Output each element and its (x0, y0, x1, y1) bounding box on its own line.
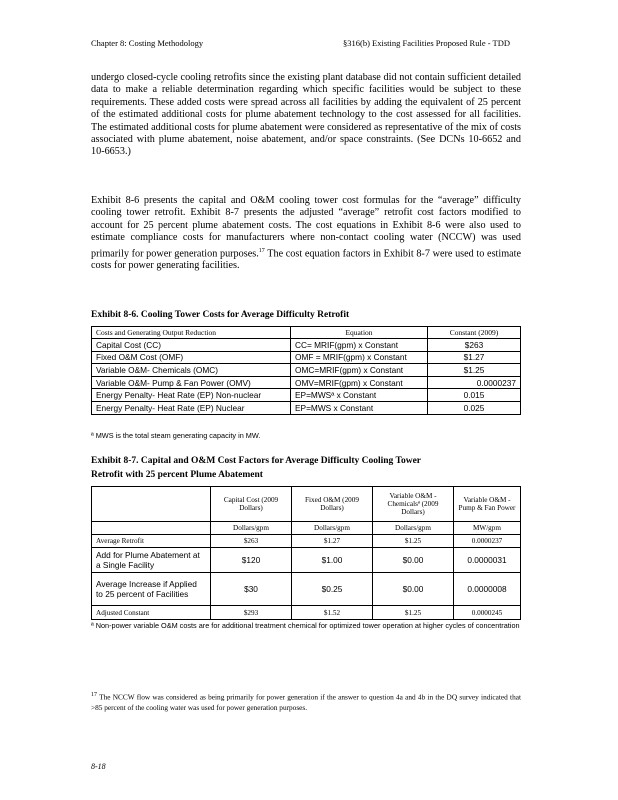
column-header (92, 487, 211, 522)
paragraph-2-tail: The cost equation factors in Exhibit 8-7 were used to estimate costs for power generating facilities. (91, 248, 521, 272)
table-cell (92, 522, 211, 535)
table-cell: 0.0000237 (454, 535, 521, 548)
table-cell: OMV=MRIF(gpm) x Constant (291, 376, 428, 389)
table-cell: $1.52 (292, 606, 373, 620)
table-row (92, 573, 521, 606)
column-header: Variable O&M - Chemicalsª (2009 Dollars) (373, 487, 454, 522)
table-cell: 0.0000031 (454, 548, 521, 573)
column-header: Equation (291, 327, 428, 339)
table-cell: 0.0000245 (454, 606, 521, 620)
table-cell: CC= MRIF(gpm) x Constant (291, 339, 428, 352)
table-header-row (92, 487, 521, 522)
table-cell: $293 (211, 606, 292, 620)
exhibit-8-7-note: ª Non-power variable O&M costs are for additional treatment chemical for optimized tower operation at higher cycles of concentration (91, 621, 520, 630)
column-header: Capital Cost (2009 Dollars) (211, 487, 292, 522)
table-cell: Average Increase if Applied to 25 percent of Facilities (92, 573, 211, 606)
table-row (92, 364, 521, 377)
table-cell: $120 (211, 548, 292, 573)
table-cell: Fixed O&M Cost (OMF) (92, 351, 291, 364)
table-cell: $263 (211, 535, 292, 548)
table-row (92, 376, 521, 389)
table-cell: OMF = MRIF(gpm) x Constant (291, 351, 428, 364)
table-cell: $1.25 (428, 364, 521, 377)
table-cell: 0.0000237 (428, 376, 521, 389)
table-cell: 0.025 (428, 401, 521, 414)
table-cell: Capital Cost (CC) (92, 339, 291, 352)
table-row (92, 389, 521, 402)
running-header-right: §316(b) Existing Facilities Proposed Rule - TDD (343, 38, 510, 48)
table-cell: $1.00 (292, 548, 373, 573)
table-cell: Dollars/gpm (211, 522, 292, 535)
table-cell: $0.00 (373, 548, 454, 573)
table-cell: $1.25 (373, 606, 454, 620)
table-cell: Dollars/gpm (292, 522, 373, 535)
table-row (92, 401, 521, 414)
table-cell: EP=MWS x Constant (291, 401, 428, 414)
exhibit-8-6-table (91, 326, 521, 415)
page-number: 8-18 (91, 762, 106, 771)
table-cell: $1.27 (292, 535, 373, 548)
column-header: Variable O&M - Pump & Fan Power (454, 487, 521, 522)
body-paragraph-2 (91, 195, 521, 273)
table-row (92, 606, 521, 620)
table-cell: $263 (428, 339, 521, 352)
column-header: Constant (2009) (428, 327, 521, 339)
table-cell: $30 (211, 573, 292, 606)
units-row (92, 522, 521, 535)
table-cell: 0.015 (428, 389, 521, 402)
table-cell: EP=MWSª x Constant (291, 389, 428, 402)
table-cell: $1.27 (428, 351, 521, 364)
table-header-row (92, 327, 521, 339)
table-cell: OMC=MRIF(gpm) x Constant (291, 364, 428, 377)
table-cell: Average Retrofit (92, 535, 211, 548)
exhibit-8-7-table (91, 486, 521, 620)
table-cell: $0.00 (373, 573, 454, 606)
body-paragraph-1: undergo closed-cycle cooling retrofits since the existing plant database did not contain sufficient detailed data to make a reliable determination regarding which specific facilities would be subject to these requirements. These added costs were spread across all facilities by adding the equivalent of 25 percent of the estimated additional costs for plume abatement technology to the cost assessed for all facilities. The estimated additional costs for plume abatement were considered as representative of the mix of costs associated with plume abatement, noise abatement, and/or space constraints. (See DCNs 10-6652 and 10-6653.) (91, 72, 521, 158)
exhibit-8-6-note: ª MWS is the total steam generating capacity in MW. (91, 431, 261, 440)
table-cell: Energy Penalty- Heat Rate (EP) Nuclear (92, 401, 291, 414)
table-cell: 0.0000008 (454, 573, 521, 606)
exhibit-8-6-title: Exhibit 8-6. Cooling Tower Costs for Average Difficulty Retrofit (91, 310, 350, 320)
table-cell: Adjusted Constant (92, 606, 211, 620)
table-row (92, 535, 521, 548)
column-header: Costs and Generating Output Reduction (92, 327, 291, 339)
running-header-left: Chapter 8: Costing Methodology (91, 38, 204, 48)
paragraph-2-text: Exhibit 8-6 presents the capital and O&M cooling tower cost formulas for the “average” difficulty cooling tower retrofit. Exhibit 8-7 presents the adjusted “average” retrofit cost factors modified to account for 25 percent plume abatement costs. The cost equations in Exhibit 8-6 were also used to estimate compliance costs for manufacturers where non-contact cooling water (NCCW) was used primarily for power generation purposes. (91, 195, 521, 260)
table-row (92, 548, 521, 573)
table-cell: Variable O&M- Pump & Fan Power (OMV) (92, 376, 291, 389)
table-cell: MW/gpm (454, 522, 521, 535)
table-cell: Variable O&M- Chemicals (OMC) (92, 364, 291, 377)
table-cell: Add for Plume Abatement at a Single Facility (92, 548, 211, 573)
footnote-mark: 17 (91, 692, 97, 698)
footnote-ref: 17 (258, 247, 265, 254)
table-row (92, 339, 521, 352)
exhibit-8-7-title-line-2: Retrofit with 25 percent Plume Abatement (91, 470, 263, 480)
table-cell: Energy Penalty- Heat Rate (EP) Non-nuclear (92, 389, 291, 402)
table-cell: $0.25 (292, 573, 373, 606)
table-cell: $1.25 (373, 535, 454, 548)
column-header: Fixed O&M (2009 Dollars) (292, 487, 373, 522)
exhibit-8-7-title-line-1: Exhibit 8-7. Capital and O&M Cost Factors for Average Difficulty Cooling Tower (91, 456, 422, 466)
table-cell: Dollars/gpm (373, 522, 454, 535)
footnote (91, 690, 521, 713)
footnote-text: The NCCW flow was considered as being primarily for power generation if the answer to question 4a and 4b in the DQ survey indicated that >85 percent of the cooling water was used for power generation purposes. (91, 692, 521, 713)
table-row (92, 351, 521, 364)
